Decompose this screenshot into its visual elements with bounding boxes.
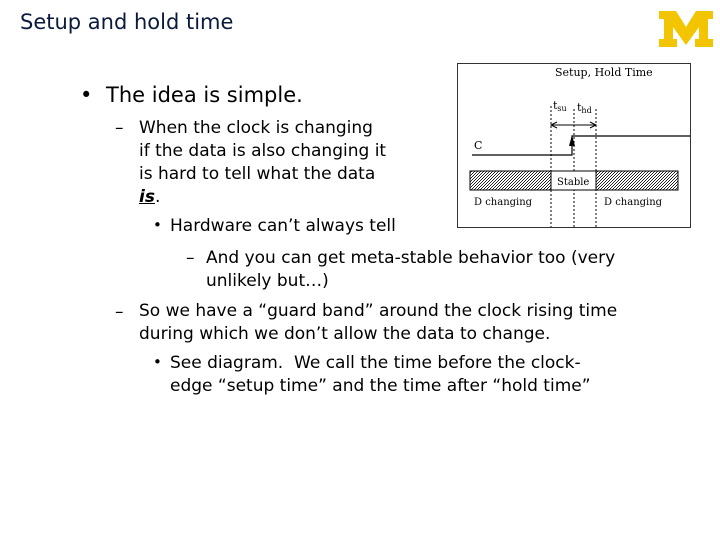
dash-1: – (115, 118, 124, 138)
sub-bullet-dot: • (153, 216, 162, 234)
slide-title: Setup and hold time (20, 10, 234, 34)
clock-signal (472, 136, 690, 155)
data-changing-right (596, 171, 678, 190)
thd-label: thd (577, 101, 592, 115)
right-changing-label: D changing (604, 197, 663, 208)
university-logo (657, 8, 715, 50)
emphasis-is: is (139, 187, 155, 207)
data-changing-left (470, 171, 551, 190)
stable-label: Stable (557, 177, 590, 188)
left-changing-label: D changing (474, 197, 533, 208)
bullet-dot: • (80, 83, 93, 107)
clock-label: C (474, 139, 483, 152)
rising-edge-arrow (569, 135, 575, 146)
dash-3: – (115, 302, 124, 322)
setup-hold-diagram (457, 63, 691, 228)
dash-2: – (186, 248, 195, 268)
sub1-point: Hardware can’t always tell (170, 216, 396, 236)
sub2-text: So we have a “guard band” around the clock rising time during which we don’t allow the data to change. (139, 301, 618, 344)
sub2-point: See diagram. We call the time before the clock- edge “setup time” and the time after “hold time” (170, 353, 591, 396)
sub1-subpoint: And you can get meta-stable behavior too (very unlikely but…) (206, 248, 616, 291)
tsu-label: tsu (553, 99, 567, 113)
bullet-1-text: The idea is simple. (106, 83, 303, 107)
figure-title: Setup, Hold Time (555, 66, 653, 79)
sub-bullet-dot: • (153, 353, 162, 371)
sub1-text: When the clock is changing if the data is also changing it is hard to tell what the data is. (139, 118, 387, 207)
